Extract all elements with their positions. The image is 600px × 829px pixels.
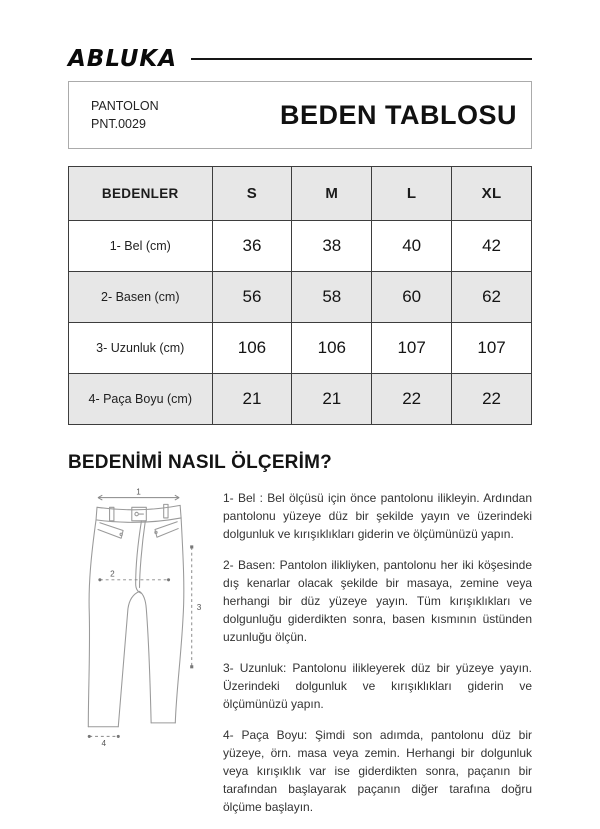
- page-title: BEDEN TABLOSU: [279, 99, 517, 130]
- cell-bel-l: 40: [372, 221, 452, 272]
- row-label-paca-boyu: 4- Paça Boyu (cm): [69, 374, 213, 425]
- table-row: [69, 323, 532, 374]
- diagram-marker-1: 1: [136, 487, 141, 497]
- cell-paca-m: 21: [292, 374, 372, 425]
- instructions-column: [223, 487, 532, 829]
- cell-basen-l: 60: [372, 272, 452, 323]
- cell-basen-xl: 62: [452, 272, 532, 323]
- cell-paca-s: 21: [212, 374, 292, 425]
- column-header-m: M: [292, 167, 372, 221]
- product-code: PNT.0029: [91, 117, 146, 131]
- logo-rule: [191, 58, 532, 60]
- table-row: [69, 272, 532, 323]
- cell-basen-s: 56: [212, 272, 292, 323]
- column-header-s: S: [212, 167, 292, 221]
- table-row: [69, 221, 532, 272]
- title-box: [68, 81, 532, 149]
- column-header-xl: XL: [452, 167, 532, 221]
- cell-paca-l: 22: [372, 374, 452, 425]
- cell-bel-xl: 42: [452, 221, 532, 272]
- cell-uzunluk-l: 107: [372, 323, 452, 374]
- diagram-marker-2: 2: [110, 569, 115, 579]
- brand-header: [68, 46, 532, 72]
- product-info: [91, 97, 159, 133]
- cell-basen-m: 58: [292, 272, 372, 323]
- row-label-basen: 2- Basen (cm): [69, 272, 213, 323]
- product-type: PANTOLON: [91, 98, 159, 113]
- instruction-bel: 1- Bel : Bel ölçüsü için önce pantolonu ilikleyin. Ardından pantolonu yüzeye düz bir şekilde yayın ve üzerindeki dolgunluk ve kırışıklıkları giderin ve ölçümünüzü yapın.: [223, 491, 532, 541]
- brand-logo: ABLUKA: [68, 46, 178, 72]
- cell-uzunluk-xl: 107: [452, 323, 532, 374]
- instruction-basen: 2- Basen: Pantolon ilikliyken, pantolonu her iki köşesinde dış kenarlar olacak şekilde bir masaya, zemine veya herhangi bir düz yüzeye yayın. Tüm kırışıklıkları ve dolgunluğu giderdikten sonra, basen kısmının üstünden uzunluğu ölçün.: [223, 558, 532, 644]
- measure-section-heading: BEDENİMİ NASIL ÖLÇERİM?: [68, 452, 332, 473]
- diagram-marker-4: 4: [101, 739, 107, 748]
- size-table: [68, 166, 532, 425]
- table-row: [69, 374, 532, 425]
- cell-uzunluk-m: 106: [292, 323, 372, 374]
- diagram-marker-3: 3: [196, 602, 202, 612]
- column-header-bedenler: BEDENLER: [69, 167, 213, 221]
- cell-uzunluk-s: 106: [212, 323, 292, 374]
- instruction-uzunluk: 3- Uzunluk: Pantolonu ilikleyerek düz bir yüzeye yayın. Üzerindeki dolgunluk ve kırışıklıkları giderin ve ölçümünüzü yapın.: [223, 661, 532, 711]
- cell-bel-m: 38: [292, 221, 372, 272]
- measure-section-body: [68, 487, 532, 829]
- pants-diagram-wrap: [68, 487, 213, 829]
- instruction-paca-boyu: 4- Paça Boyu: Şimdi son adımda, pantolonu düz bir yüzeye, örn. masa veya zemin. Herhangi bir dolgunluk veya kırışıklık var ise giderdikten sonra, paçanın bir tarafından başlayarak paçanın diğer tarafına doğru ölçüme başlayın.: [223, 728, 532, 814]
- pants-diagram: [68, 487, 213, 748]
- row-label-uzunluk: 3- Uzunluk (cm): [69, 323, 213, 374]
- column-header-l: L: [372, 167, 452, 221]
- cell-paca-xl: 22: [452, 374, 532, 425]
- table-header-row: [69, 167, 532, 221]
- cell-bel-s: 36: [212, 221, 292, 272]
- row-label-bel: 1- Bel (cm): [69, 221, 213, 272]
